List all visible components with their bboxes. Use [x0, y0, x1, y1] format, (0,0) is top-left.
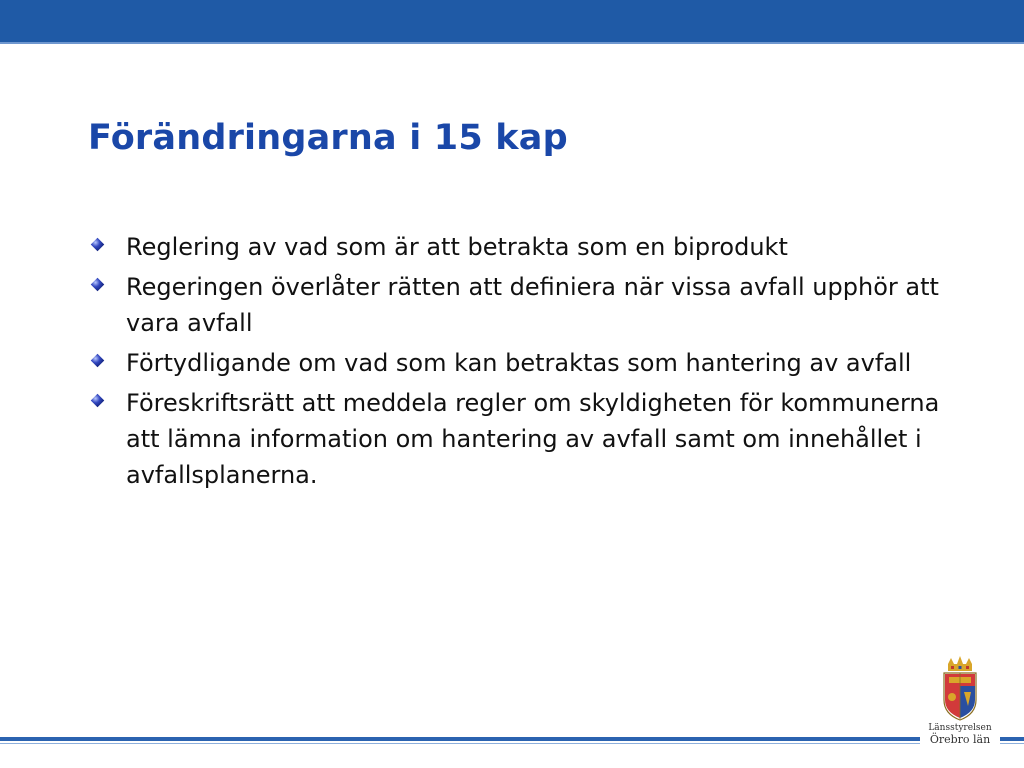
bullet-item	[88, 385, 948, 493]
bullet-icon	[90, 237, 105, 252]
logo-text-line2: Örebro län	[929, 733, 991, 746]
bullet-text: Förtydligande om vad som kan betraktas som hantering av avfall	[126, 349, 912, 377]
bullet-item	[88, 345, 948, 381]
footer-line	[0, 737, 1024, 741]
bullet-icon	[90, 277, 105, 292]
header-bar-edge	[0, 42, 1024, 44]
coat-of-arms-icon	[940, 656, 980, 722]
footer-line-thin	[0, 743, 1024, 744]
bullet-item	[88, 229, 948, 265]
agency-logo	[920, 656, 1000, 756]
bullet-item	[88, 269, 948, 341]
bullet-list	[88, 229, 948, 497]
bullet-text: Föreskriftsrätt att meddela regler om skyldigheten för kommunerna att lämna information om hantering av avfall samt om innehållet i avfallsplanerna.	[126, 389, 940, 489]
slide-title: Förändringarna i 15 kap	[88, 118, 568, 158]
header-bar	[0, 0, 1024, 42]
logo-text-line1: Länsstyrelsen	[928, 723, 992, 733]
bullet-text: Reglering av vad som är att betrakta som en biprodukt	[126, 233, 788, 261]
bullet-icon	[90, 393, 105, 408]
bullet-icon	[90, 353, 105, 368]
bullet-text: Regeringen överlåter rätten att definiera när vissa avfall upphör att vara avfall	[126, 273, 939, 337]
